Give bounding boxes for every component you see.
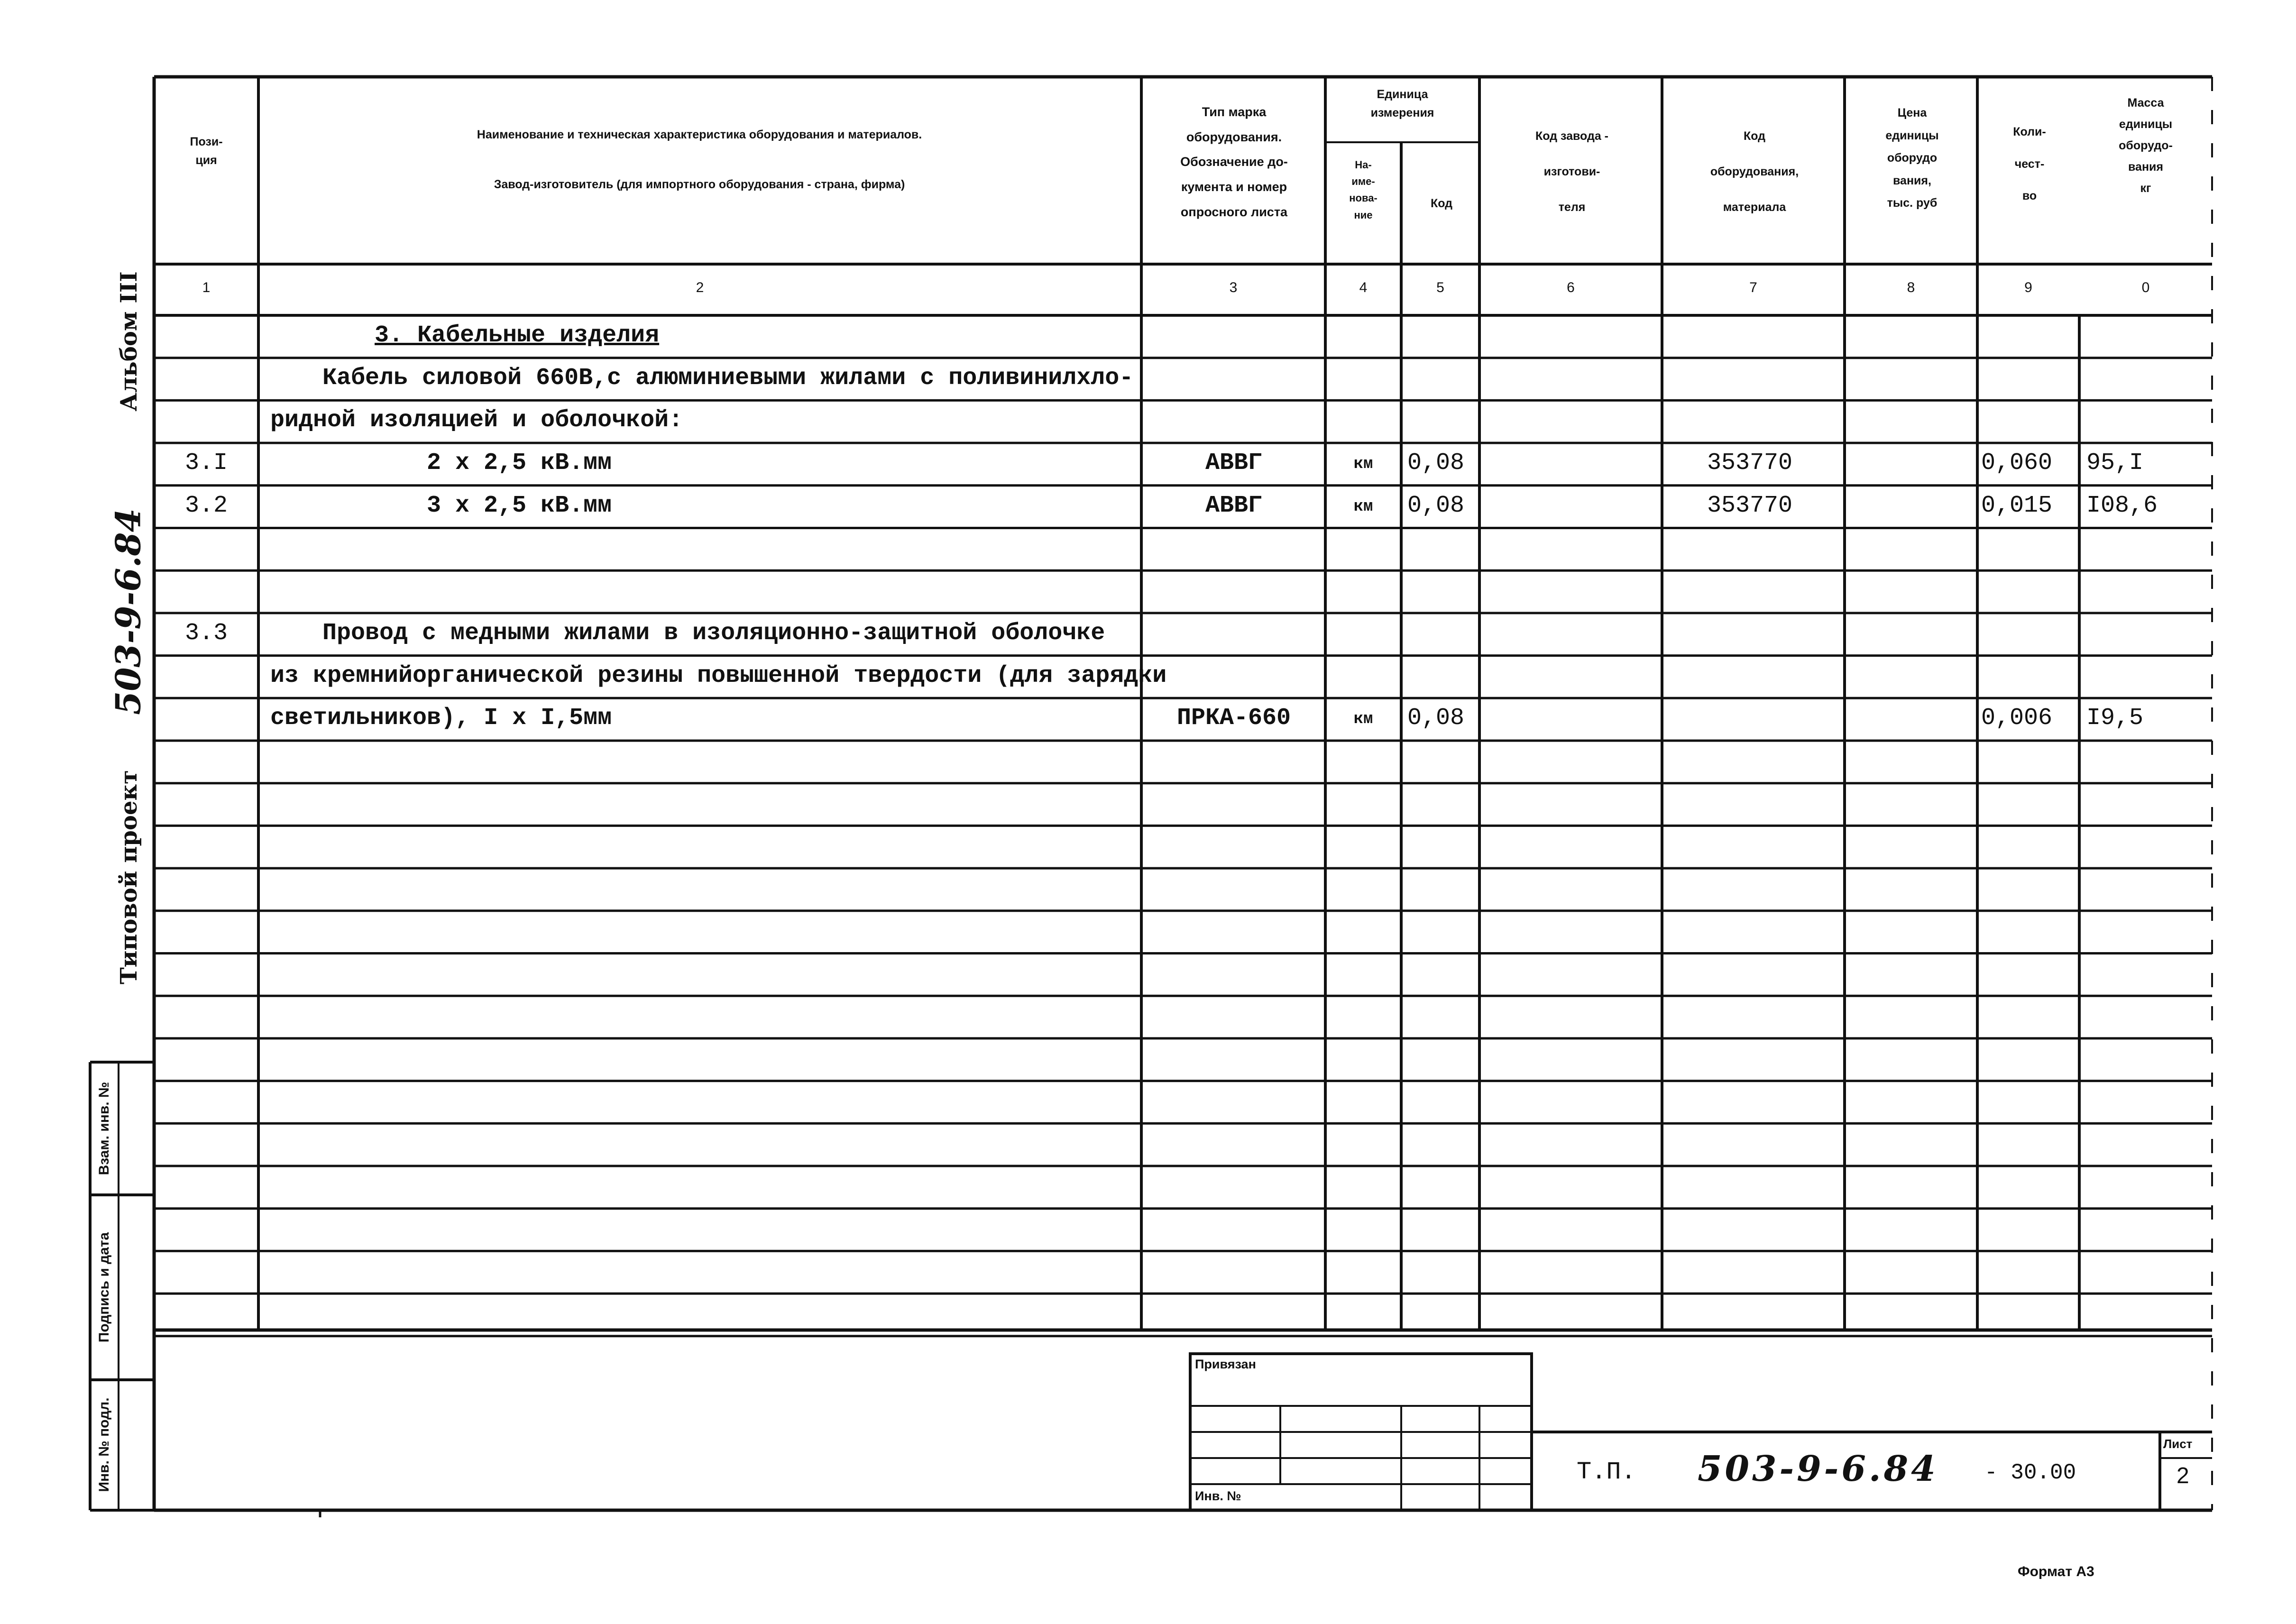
table-row	[0, 1251, 2296, 1294]
table-cell-equip: 353770	[1707, 450, 1793, 477]
table-row	[0, 826, 2296, 868]
table-row	[0, 1209, 2296, 1251]
table-cell-mass: I08,6	[2086, 492, 2158, 519]
table-row	[0, 783, 2296, 826]
table-cell-name: Кабель силовой 660В,с алюминиевыми жилами с поливинилхло-	[322, 364, 1134, 392]
binding-inv: Инв. №	[1195, 1489, 1241, 1503]
header-factory-code: Код завода - изготови- теля	[1535, 129, 1609, 214]
table-cell-code: 0,08	[1407, 492, 1465, 519]
sheet-number: 2	[2177, 1463, 2189, 1488]
column-number: 4	[1359, 280, 1368, 295]
header-name-line1: Наименование и техническая характеристика оборудования и материалов.	[477, 128, 922, 141]
title-tp: Т.П.	[1577, 1458, 1636, 1486]
table-cell-type: АВВГ	[1205, 450, 1263, 477]
table-row	[0, 528, 2296, 571]
sheet-label: Лист	[2163, 1437, 2193, 1451]
table-row	[0, 486, 2296, 528]
column-number: 2	[696, 280, 704, 295]
header-name-line2: Завод-изготовитель (для импортного оборудования - страна, фирма)	[494, 178, 905, 191]
table-row	[0, 1038, 2296, 1081]
table-row	[0, 1081, 2296, 1124]
table-cell-name: Провод с медными жилами в изоляционно-защитной оболочке	[322, 619, 1105, 647]
column-number: 7	[1749, 280, 1757, 295]
table-cell-mass: I9,5	[2086, 705, 2144, 732]
table-cell-qty: 0,015	[1981, 492, 2053, 519]
table-cell-name: 3. Кабельные изделия	[375, 322, 660, 349]
binding-title: Привязан	[1195, 1357, 1256, 1371]
table-cell-code: 0,08	[1407, 705, 1465, 732]
title-suffix: - 30.00	[1984, 1460, 2076, 1485]
doc-number-vertical: 503-9-6.84	[108, 508, 148, 715]
table-row	[0, 315, 2296, 358]
column-number: 6	[1567, 280, 1575, 295]
table-cell-name: из кремнийорганической резины повышенной твердости (для зарядки	[270, 662, 1167, 689]
table-row	[0, 1294, 2296, 1336]
table-row	[0, 741, 2296, 783]
header-unit: Единица измерения	[1370, 88, 1434, 119]
table-row	[0, 400, 2296, 443]
header-equip-code: Код оборудования, материала	[1710, 129, 1799, 214]
header-type: Тип марка оборудования. Обозначение до- кумента и номер опросного листа	[1180, 105, 1288, 219]
table-row	[0, 868, 2296, 911]
table-cell-type: ПРКА-660	[1176, 705, 1291, 732]
table-row	[0, 443, 2296, 486]
table-row	[0, 996, 2296, 1038]
format-label: Формат А3	[2018, 1564, 2094, 1579]
table-cell-name: 2 х 2,5 кВ.мм	[427, 450, 612, 477]
table-row	[0, 656, 2296, 698]
column-number: 3	[1229, 280, 1238, 295]
column-number: 1	[202, 280, 211, 295]
project-label: Типовой проект	[116, 770, 142, 984]
header-unit-name: На- име- нова- ние	[1349, 159, 1378, 221]
table-cell-equip: 353770	[1707, 492, 1793, 519]
header-qty: Коли- чест- во	[2013, 125, 2046, 202]
table-row	[0, 954, 2296, 996]
table-row	[0, 358, 2296, 401]
table-row	[0, 613, 2296, 656]
table-cell-unit: км	[1353, 455, 1373, 474]
stamp-sign-date: Подпись и дата	[96, 1232, 112, 1343]
table-row	[0, 570, 2296, 613]
table-row	[0, 911, 2296, 954]
table-cell-pos: 3.I	[184, 450, 228, 477]
header-unit-code: Код	[1430, 197, 1453, 210]
header-price: Цена единицы оборудо вания, тыс. руб	[1885, 106, 1939, 210]
column-number: 0	[2141, 280, 2150, 295]
table-cell-type: АВВГ	[1205, 492, 1263, 519]
table-cell-mass: 95,I	[2086, 450, 2144, 477]
title-doc-number: 503-9-6.84	[1698, 1449, 1938, 1489]
table-cell-qty: 0,006	[1981, 705, 2053, 732]
table-cell-unit: км	[1353, 497, 1373, 516]
table-cell-name: светильников), I х I,5мм	[270, 705, 612, 732]
table-cell-qty: 0,060	[1981, 450, 2053, 477]
album-label: Альбом III	[116, 271, 142, 412]
stamp-inv-replaced: Взам. инв. №	[96, 1082, 112, 1175]
table-cell-name: 3 х 2,5 кВ.мм	[427, 492, 612, 519]
table-cell-unit: км	[1353, 710, 1373, 729]
table-cell-pos: 3.2	[184, 492, 228, 519]
table-row	[0, 1166, 2296, 1209]
table-cell-pos: 3.3	[184, 619, 228, 647]
column-number: 9	[2024, 280, 2032, 295]
column-number: 5	[1436, 280, 1444, 295]
table-row	[0, 698, 2296, 741]
header-position: Пози- ция	[190, 135, 223, 167]
stamp-inv-original: Инв. № подл.	[96, 1397, 112, 1492]
header-mass: Масса единицы оборудо- вания кг	[2119, 96, 2173, 195]
column-number: 8	[1907, 280, 1915, 295]
table-cell-code: 0,08	[1407, 450, 1465, 477]
table-row	[0, 1123, 2296, 1166]
table-cell-name: ридной изоляцией и оболочкой:	[270, 407, 683, 434]
